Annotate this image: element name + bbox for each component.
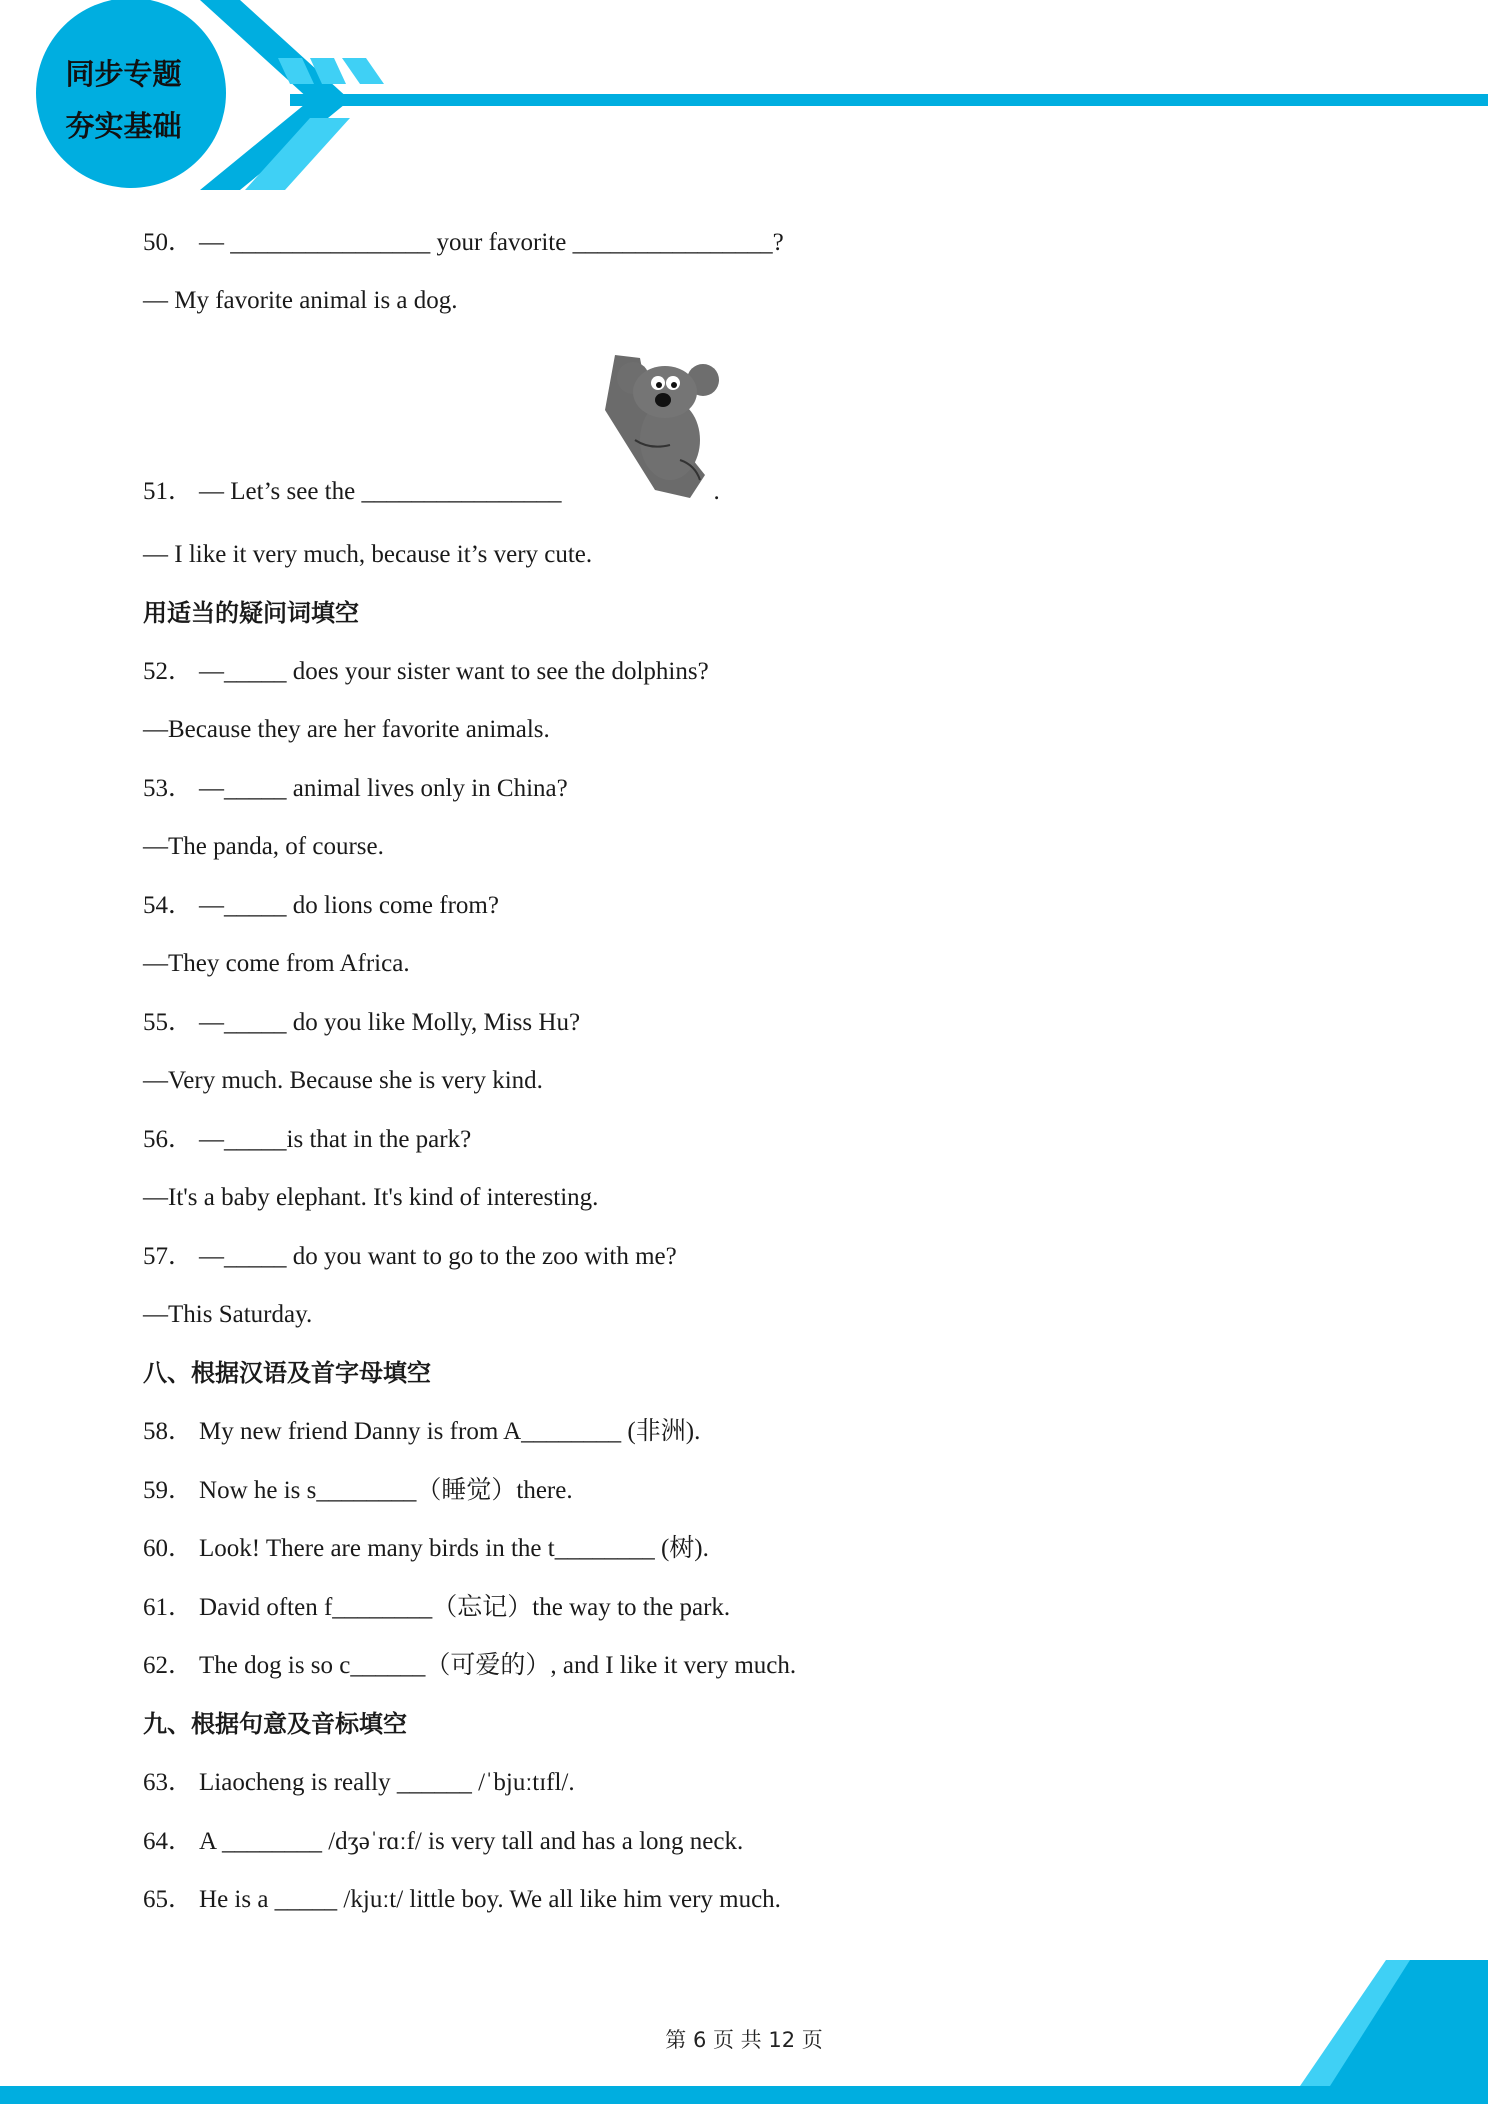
q55-answer: —Very much. Because she is very kind. [143, 1067, 543, 1094]
section-heading-question-words: 用适当的疑问词填空 [143, 599, 359, 627]
header-badge-text [36, 48, 211, 152]
q54-answer: —They come from Africa. [143, 950, 410, 977]
q52-line: 52． —_____ does your sister want to see the dolphins? [143, 658, 709, 685]
header-banner [0, 0, 1488, 200]
q64-line: 64． A ________ /dʒəˈrɑːf/ is very tall and has a long neck. [143, 1828, 744, 1855]
q54-line: 54． —_____ do lions come from? [143, 892, 499, 919]
q58-line: 58． My new friend Danny is from A________ (非洲). [143, 1418, 701, 1445]
q56-line: 56． —_____is that in the park? [143, 1126, 472, 1153]
koala-illustration [595, 350, 735, 500]
q62-line: 62． The dog is so c______（可爱的）, and I like it very much. [143, 1652, 797, 1679]
badge-line-1: 同步专题 [65, 57, 182, 91]
q60-line: 60． Look! There are many birds in the t________ (树). [143, 1535, 709, 1562]
q52-answer: —Because they are her favorite animals. [143, 716, 550, 743]
q55-line: 55． —_____ do you like Molly, Miss Hu? [143, 1009, 581, 1036]
q56-answer: —It's a baby elephant. It's kind of interesting. [143, 1184, 599, 1211]
q63-line: 63． Liaocheng is really ______ /ˈbjuːtɪfl/. [143, 1769, 575, 1796]
q51-answer: — I like it very much, because it’s very cute. [143, 541, 593, 568]
q57-line: 57． —_____ do you want to go to the zoo with me? [143, 1243, 677, 1270]
q53-answer: —The panda, of course. [143, 833, 384, 860]
q51-line: 51． — Let’s see the ________________ . [143, 478, 720, 505]
q65-line: 65． He is a _____ /kjuːt/ little boy. We all like him very much. [143, 1886, 781, 1913]
q57-answer: —This Saturday. [143, 1301, 313, 1328]
section-heading-9: 九、根据句意及音标填空 [143, 1710, 407, 1738]
q50-answer: — My favorite animal is a dog. [143, 287, 458, 314]
q53-line: 53． —_____ animal lives only in China? [143, 775, 568, 802]
q59-line: 59． Now he is s________（睡觉）there. [143, 1477, 573, 1504]
section-heading-8: 八、根据汉语及首字母填空 [143, 1359, 431, 1387]
badge-line-2: 夯实基础 [65, 109, 182, 143]
page-number: 第 6 页 共 12 页 [665, 2028, 823, 2052]
q50-line: 50． — ________________ your favorite ________________? [143, 229, 784, 256]
q61-line: 61． David often f________（忘记）the way to the park. [143, 1594, 731, 1621]
